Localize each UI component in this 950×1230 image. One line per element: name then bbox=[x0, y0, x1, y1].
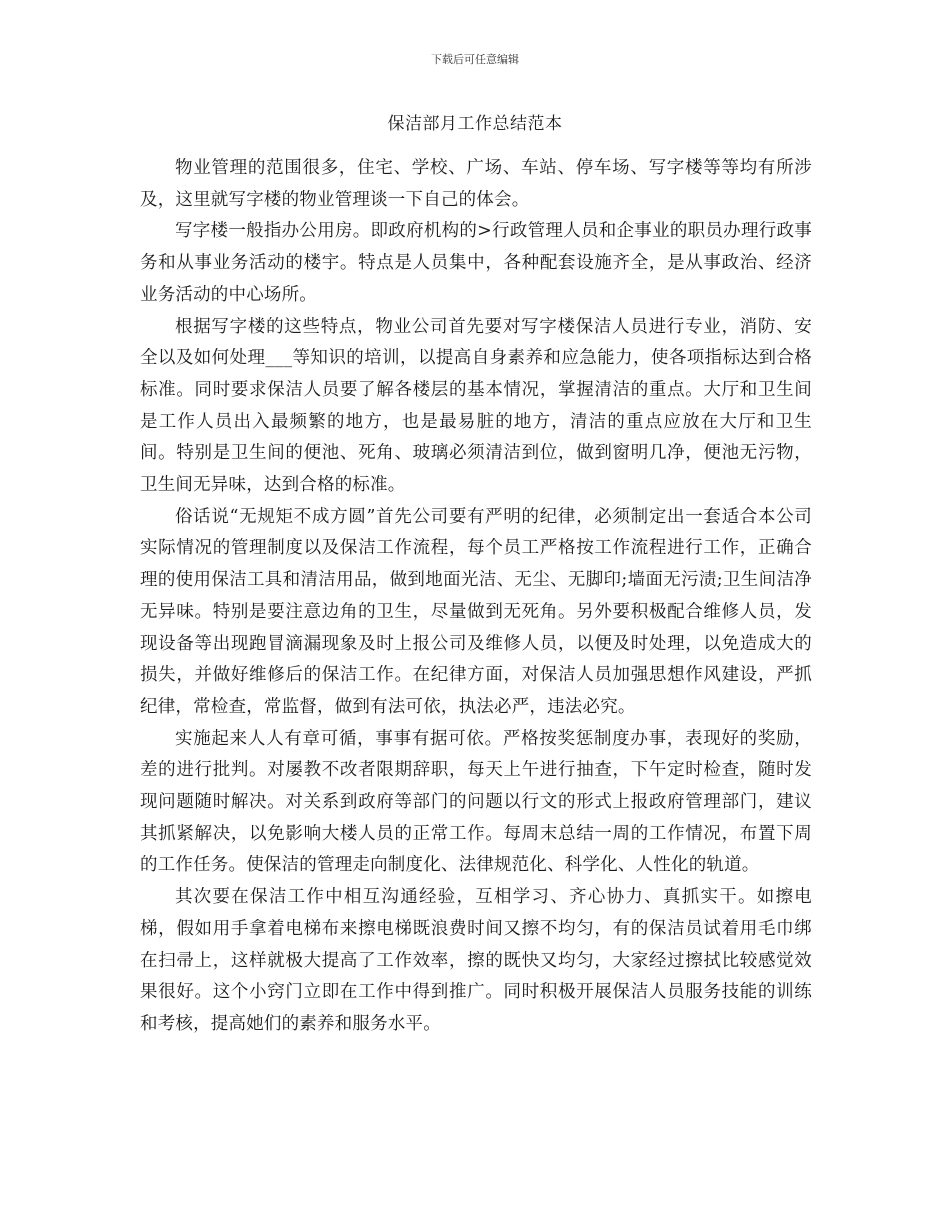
paragraph: 根据写字楼的这些特点，物业公司首先要对写字楼保洁人员进行专业，消防、安全以及如何处理___等知识的培训，以提高自身素养和应急能力，使各项指标达到合格标准。同时要求保洁人员要了解各楼层的基本情况，掌握清洁的重点。大厅和卫生间是工作人员出入最频繁的地方，也是最易脏的地方，清洁的重点应放在大厅和卫生间。特别是卫生间的便池、死角、玻璃必须清洁到位，做到窗明几净，便池无污物，卫生间无异味，达到合格的标准。 bbox=[140, 316, 812, 496]
paragraph: 物业管理的范围很多，住宅、学校、广场、车站、停车场、写字楼等等均有所涉及，这里就写字楼的物业管理谈一下自己的体会。 bbox=[140, 158, 812, 210]
paragraph: 俗话说“无规矩不成方圆”首先公司要有严明的纪律，必须制定出一套适合本公司实际情况的管理制度以及保洁工作流程，每个员工严格按工作流程进行工作，正确合理的使用保洁工具和清洁用品，做到地面光洁、无尘、无脚印;墙面无污渍;卫生间洁净无异味。特别是要注意边角的卫生，尽量做到无死角。另外要积极配合维修人员，发现设备等出现跑冒滴漏现象及时上报公司及维修人员，以便及时处理，以免造成大的损失，并做好维修后的保洁工作。在纪律方面，对保洁人员加强思想作风建设，严抓纪律，常检查，常监督，做到有法可依，执法必严，违法必究。 bbox=[140, 506, 812, 717]
paragraph: 实施起来人人有章可循，事事有据可依。严格按奖惩制度办事，表现好的奖励，差的进行批判。对屡教不改者限期辞职，每天上午进行抽查，下午定时检查，随时发现问题随时解决。对关系到政府等部门的问题以行文的形式上报政府管理部门，建议其抓紧解决，以免影响大楼人员的正常工作。每周末总结一周的工作情况，布置下周的工作任务。使保洁的管理走向制度化、法律规范化、科学化、人性化的轨道。 bbox=[140, 728, 812, 876]
page-header: 下载后可任意编辑 bbox=[431, 53, 519, 66]
paragraph: 写字楼一般指办公用房。即政府机构的>行政管理人员和企事业的职员办理行政事务和从事业务活动的楼宇。特点是人员集中，各种配套设施齐全，是从事政治、经济业务活动的中心场所。 bbox=[140, 221, 812, 305]
document-title: 保洁部月工作总结范本 bbox=[387, 114, 563, 134]
paragraph: 其次要在保洁工作中相互沟通经验，互相学习、齐心协力、真抓实干。如擦电梯，假如用手拿着电梯布来擦电梯既浪费时间又擦不均匀，有的保洁员试着用毛巾绑在扫帚上，这样就极大提高了工作效率，擦的既快又均匀，大家经过擦拭比较感觉效果很好。这个小窍门立即在工作中得到推广。同时积极开展保洁人员服务技能的训练和考核，提高她们的素养和服务水平。 bbox=[140, 887, 812, 1034]
document-body bbox=[140, 153, 812, 1041]
